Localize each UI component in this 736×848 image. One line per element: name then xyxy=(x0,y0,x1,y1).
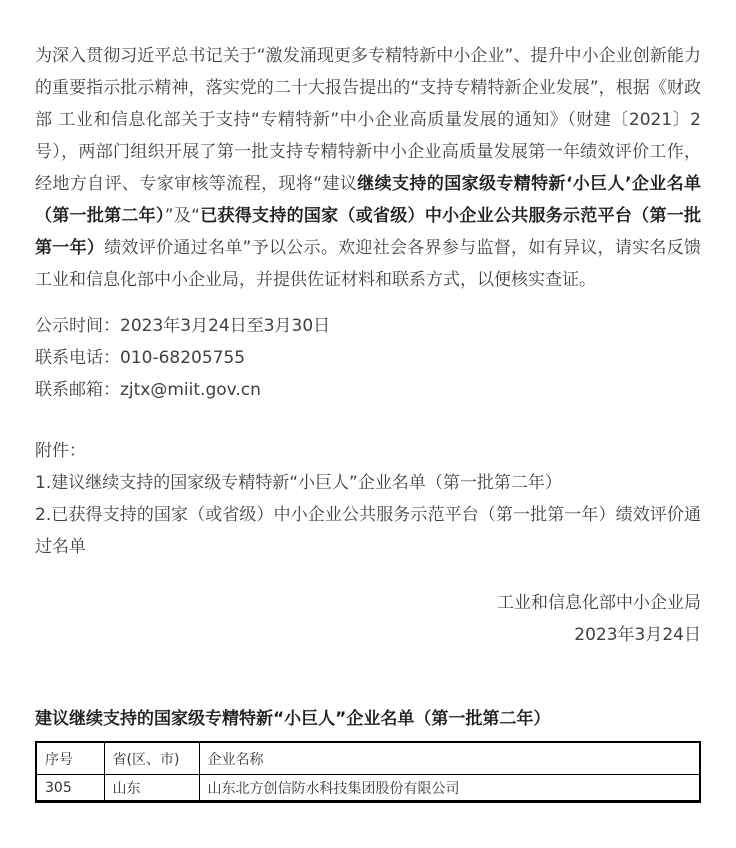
attachment-item: 2.已获得支持的国家（或省级）中小企业公共服务示范平台（第一批第一年）绩效评价通过名单 xyxy=(35,505,701,557)
publicity-period: 公示时间：2023年3月24日至3月30日 xyxy=(35,316,331,336)
table-cell: 山东北方创信防水科技集团股份有限公司 xyxy=(199,775,700,802)
paragraph-run: 绩效评价通过名单”予以公示。欢迎社会各界参与监督，如有异议，请实名反馈工业和信息化部中小企业局，并提供佐证材料和联系方式，以便核实查证。 xyxy=(35,238,702,290)
company-table-head xyxy=(36,742,700,775)
table-cell: 山东 xyxy=(104,775,199,802)
table-header-cell: 序号 xyxy=(36,742,104,775)
table-title: 建议继续支持的国家级专精特新“小巨人”企业名单（第一批第二年） xyxy=(35,709,551,729)
attachments-label: 附件： xyxy=(35,441,86,461)
table-header-cell: 企业名称 xyxy=(199,742,700,775)
contact-phone: 联系电话：010-68205755 xyxy=(35,348,246,368)
paragraph-run: 为深入贯彻习近平总书记关于“激发涌现更多专精特新中小企业”、提升中小企业创新能力的重要指示批示精神，落实党的二十大报告提出的“支持专精特新企业发展”，根据《财政部 工业和信息化部关于支持“专精特新”中小企业高质量发展的通知》（财建〔2021〕2号），两部门组织开展了第一批支持专精特新中小企业高质量发展第一年绩效评价工作，经地方自评、专家审核等流程，现将“建议 xyxy=(35,46,701,194)
table-header-row xyxy=(36,742,700,775)
attachments-block xyxy=(35,435,701,563)
attachments-list xyxy=(35,467,701,563)
contact-block xyxy=(35,310,701,406)
paragraph-bold-run: 继续支持的国家级专精特新‘小巨人’企业名单（第一批第二年） xyxy=(35,174,701,226)
signature-block xyxy=(35,587,701,651)
contact-email: 联系邮箱：zjtx@miit.gov.cn xyxy=(35,380,261,400)
table-row xyxy=(36,775,700,802)
announcement-paragraph xyxy=(35,40,701,296)
paragraph-run: ”及“ xyxy=(164,206,200,226)
company-table-body xyxy=(36,775,700,802)
signature-date: 2023年3月24日 xyxy=(574,625,701,645)
company-table xyxy=(35,741,701,803)
signature-org: 工业和信息化部中小企业局 xyxy=(497,593,701,613)
attachment-item: 1.建议继续支持的国家级专精特新“小巨人”企业名单（第一批第二年） xyxy=(35,473,562,493)
paragraph-bold-run: 已获得支持的国家（或省级）中小企业公共服务示范平台（第一批第一年） xyxy=(35,206,702,258)
table-header-cell: 省(区、市) xyxy=(104,742,199,775)
table-cell: 305 xyxy=(36,775,104,802)
